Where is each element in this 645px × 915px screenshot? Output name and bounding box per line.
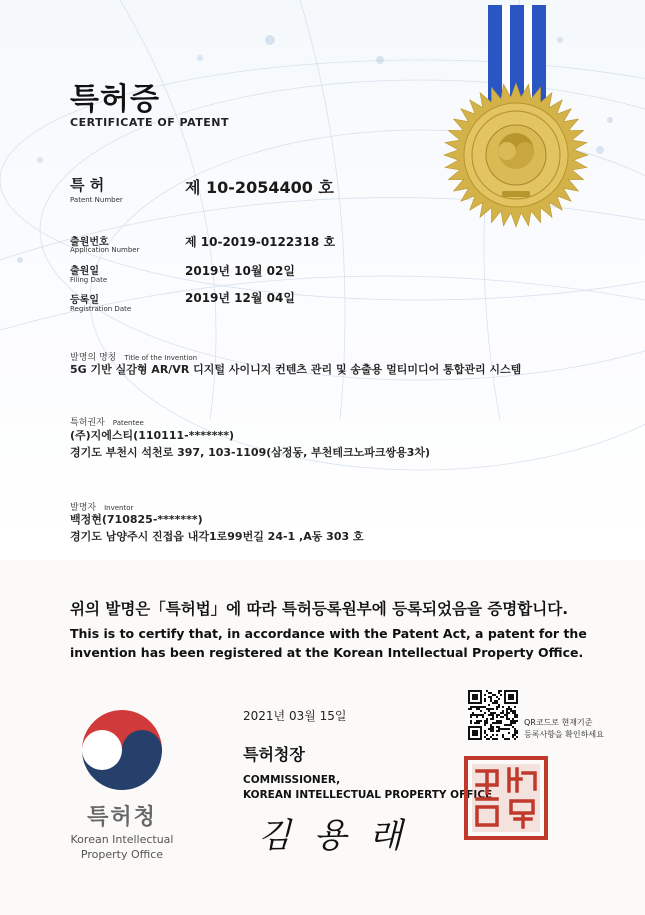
- official-stamp-icon: [463, 755, 549, 841]
- qr-code-icon[interactable]: [468, 690, 518, 740]
- registration-date-label: 등록일: [70, 295, 99, 306]
- kipo-taegeuk-logo-icon: [80, 708, 164, 792]
- invention-label-ko: 발명의 명칭: [70, 353, 117, 363]
- inventor-address: 경기도 남양주시 진접읍 내각1로99번길 24-1 ,A동 303 호: [70, 530, 364, 543]
- certificate-title-ko: 특허증: [70, 82, 160, 117]
- inventor-label-en: Inventor: [104, 504, 134, 512]
- commissioner-signature: 김 용 래: [258, 816, 409, 856]
- qr-caption-line1: QR코드로 현재기준: [524, 718, 593, 727]
- application-number-label: 출원번호: [70, 237, 109, 248]
- patentee-label-en: Patentee: [112, 419, 144, 427]
- seal-emblem: [444, 83, 588, 227]
- kipo-name-ko: 특허청: [87, 805, 157, 830]
- invention-label-en: Title of the Invention: [124, 354, 198, 362]
- kipo-name-en-1: Korean Intellectual: [70, 833, 174, 846]
- patentee-name: (주)지에스티(110111-*******): [70, 429, 234, 442]
- qr-caption-line2: 등록사항을 확인하세요: [524, 730, 604, 739]
- patent-number-value: 제 10-2054400 호: [185, 178, 334, 197]
- filing-date-label: 출원일: [70, 266, 99, 277]
- application-number-label-en: Application Number: [70, 246, 140, 254]
- commissioner-title-en-1: COMMISSIONER,: [243, 774, 341, 786]
- invention-title: 5G 기반 실감형 AR/VR 디지털 사이니지 컨텐츠 관리 및 송출용 멀티미디어 통합관리 시스템: [70, 363, 522, 376]
- registration-date-value: 2019년 12월 04일: [185, 291, 295, 305]
- inventor-name: 백정현(710825-*******): [70, 513, 203, 526]
- certification-statement-en-1: This is to certify that, in accordance with the Patent Act, a patent for the: [70, 626, 587, 641]
- certification-statement-ko: 위의 발명은「특허법」에 따라 특허등록원부에 등록되었음을 증명합니다.: [70, 600, 569, 618]
- inventor-label-ko: 발명자: [70, 503, 97, 513]
- commissioner-title-en-2: KOREAN INTELLECTUAL PROPERTY OFFICE: [243, 789, 493, 801]
- application-number-value: 제 10-2019-0122318 호: [185, 235, 336, 249]
- registration-date-label-en: Registration Date: [70, 305, 132, 313]
- certification-statement-en-2: invention has been registered at the Korean Intellectual Property Office.: [70, 645, 584, 660]
- commissioner-title-ko: 특허청장: [243, 745, 305, 764]
- patent-number-label-en: Patent Number: [70, 196, 123, 204]
- filing-date-label-en: Filing Date: [70, 276, 108, 284]
- patentee-address: 경기도 부천시 석천로 397, 103-1109(삼정동, 부천테크노파크쌍용3차): [70, 446, 431, 459]
- patent-number-label: 특 허: [70, 176, 105, 194]
- filing-date-value: 2019년 10월 02일: [185, 264, 295, 278]
- patentee-label-ko: 특허권자: [70, 418, 105, 428]
- kipo-name-en-2: Property Office: [80, 848, 164, 861]
- certificate-title-en: CERTIFICATE OF PATENT: [70, 116, 229, 129]
- qr-caption: [524, 717, 624, 741]
- issue-date: 2021년 03월 15일: [243, 709, 347, 723]
- gold-seal-with-ribbon: [430, 5, 600, 235]
